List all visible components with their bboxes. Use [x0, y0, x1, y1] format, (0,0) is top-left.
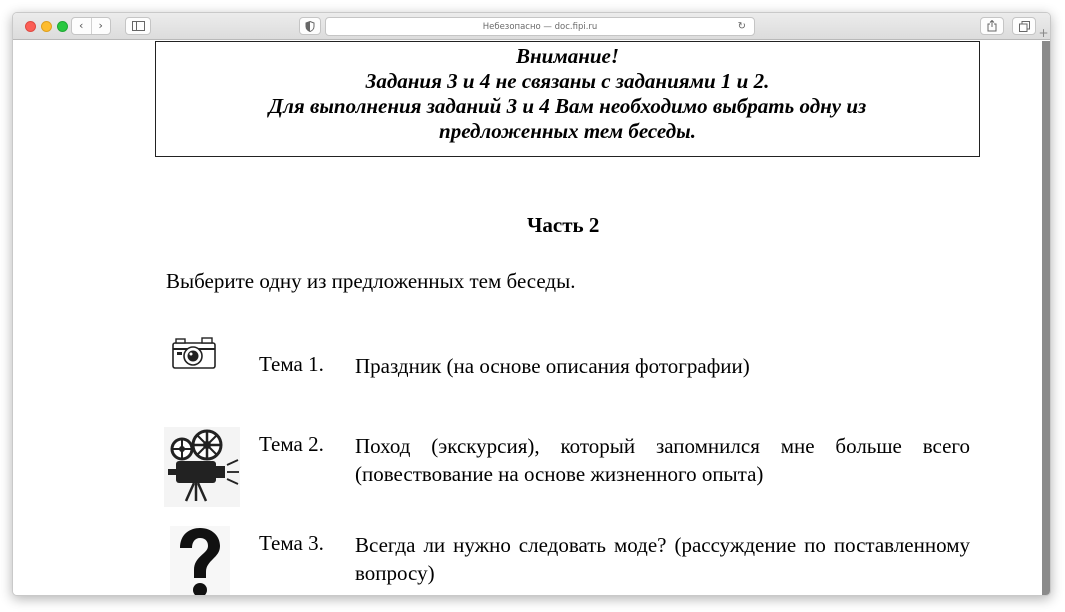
zoom-window-button[interactable]: [57, 21, 68, 32]
back-icon[interactable]: ‹: [79, 19, 84, 32]
privacy-report-button[interactable]: [299, 17, 321, 35]
notice-line-2: Задания 3 и 4 не связаны с заданиями 1 и 2.: [365, 69, 770, 93]
topic-2-label: Тема 2.: [259, 432, 324, 456]
notice-heading: Внимание!: [515, 44, 620, 68]
forward-icon[interactable]: ›: [91, 18, 111, 34]
page-content: [13, 41, 1050, 596]
shield-icon: [305, 21, 315, 32]
topic-3-label: Тема 3.: [259, 531, 324, 555]
nav-buttons: [71, 17, 111, 35]
notice-box: [155, 41, 980, 157]
browser-toolbar: [13, 13, 1050, 40]
topic-3-text: Всегда ли нужно следовать моде? (рассуждение по поставленному вопросу): [355, 533, 970, 585]
address-bar[interactable]: [325, 17, 755, 36]
reload-icon[interactable]: ↻: [737, 21, 746, 32]
scrollbar[interactable]: [1042, 41, 1050, 596]
share-icon: [987, 20, 997, 32]
camera-icon: [171, 336, 217, 375]
new-tab-icon[interactable]: +: [1038, 26, 1049, 40]
topic-1-text: Праздник (на основе описания фотографии): [355, 354, 750, 378]
instruction-text: Выберите одну из предложенных тем беседы.: [166, 269, 576, 293]
close-window-button[interactable]: [25, 21, 36, 32]
minimize-window-button[interactable]: [41, 21, 52, 32]
browser-window: [12, 12, 1051, 596]
part-title: Часть 2: [527, 213, 600, 237]
question-mark-icon: [170, 526, 230, 596]
sidebar-icon: [132, 21, 145, 31]
notice-line-3: Для выполнения заданий 3 и 4 Вам необходимо выбрать одну из: [268, 94, 867, 118]
share-button[interactable]: [980, 17, 1004, 35]
tabs-overview-button[interactable]: [1012, 17, 1036, 35]
address-text: Небезопасно — doc.fipi.ru: [482, 21, 598, 32]
notice-line-4: предложенных тем беседы.: [439, 119, 696, 143]
topic-1-label: Тема 1.: [259, 352, 324, 376]
sidebar-button[interactable]: [125, 17, 151, 35]
tabs-icon: [1019, 21, 1030, 32]
topic-2-text: Поход (экскурсия), который запомнился мне больше всего (повествование на основе жизненного опыта): [355, 434, 970, 486]
film-projector-icon: [164, 427, 240, 512]
